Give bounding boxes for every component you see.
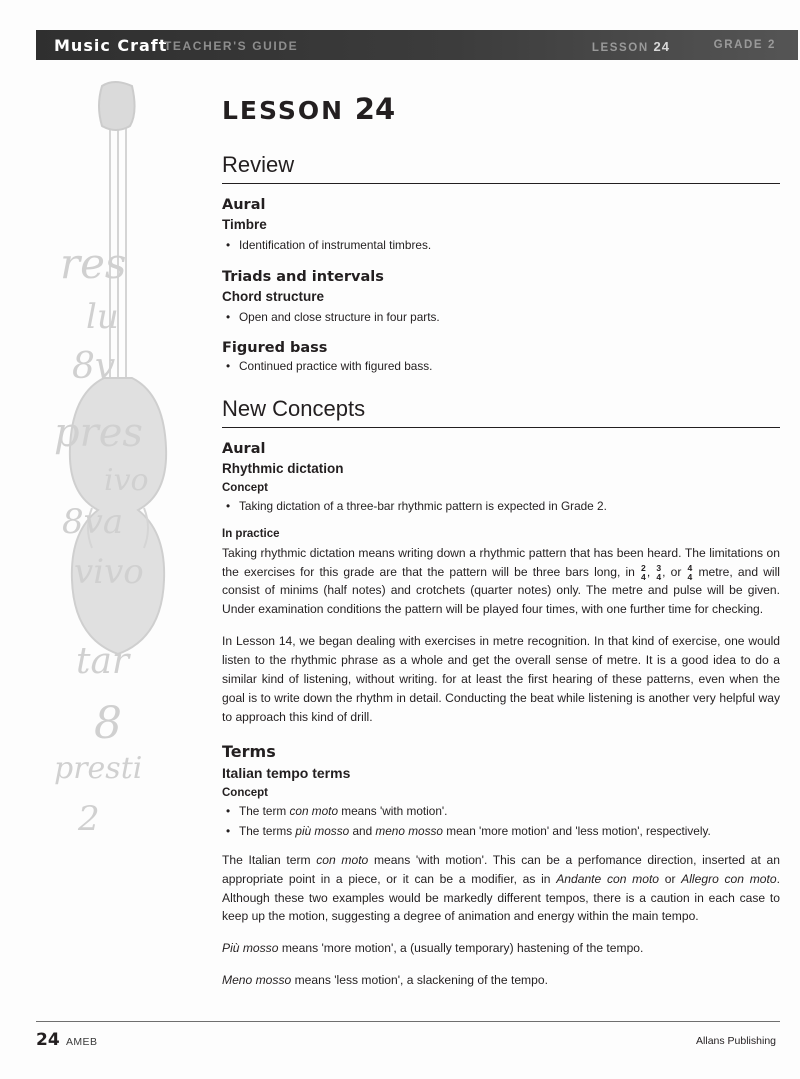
term-allegro-con-moto: Allegro con moto xyxy=(681,871,777,886)
header-grade: GRADE 2 xyxy=(713,39,776,51)
label-in-practice: In practice xyxy=(222,527,280,540)
ts-top: 4 xyxy=(687,562,693,573)
text-fragment: means 'with motion'. This can be a perfomance direction, inserted at an appropriate point in a piece, or it can be a modifier, as in xyxy=(222,852,780,886)
page-number: 24 xyxy=(36,1030,60,1050)
label-concept-terms: Concept xyxy=(222,787,268,800)
section-rule xyxy=(222,427,780,428)
label-concept-rhythmic: Concept xyxy=(222,482,268,495)
subheading-italian-tempo-terms: Italian tempo terms xyxy=(222,765,351,782)
list-item xyxy=(239,803,780,821)
paragraph-in-practice-2: In Lesson 14, we began dealing with exercises in metre recognition. In that kind of exercise, one would listen to the rhythmic phrase as a whole and get the overall sense of metre. It is a good idea to do a similar kind of listening, without writing. for at least the first hearing of these patterns, even when the goal is to write down the rhythm in detail. Conducting the beat while listening is another very helpful way to approach this kind of drill. xyxy=(222,634,780,724)
time-signature-3-4 xyxy=(656,564,661,582)
subheading-aural-new: Aural xyxy=(222,441,266,458)
paragraph-terms-2 xyxy=(222,939,780,958)
violin-illustration-icon xyxy=(52,78,217,978)
list-item: • Identification of instrumental timbres. xyxy=(239,237,780,255)
text-fragment: or xyxy=(659,871,682,886)
list-item: • Continued practice with figured bass. xyxy=(239,358,780,376)
section-heading-new-concepts: New Concepts xyxy=(222,396,366,422)
list-chord-structure xyxy=(222,309,780,327)
list-rhythmic-concept xyxy=(222,498,780,516)
page-title-number: 24 xyxy=(354,92,396,126)
svg-text:pres: pres xyxy=(54,410,143,456)
text-fragment: metre, and will consist of minims (half notes) and crotchets (quarter notes) only. The metre and pulse will be given. Under examination conditions the pattern will be played four times, with one further time for checking. xyxy=(222,564,780,617)
paragraph-terms-3 xyxy=(222,971,780,990)
list-timbre xyxy=(222,237,780,255)
svg-text:ivo: ivo xyxy=(104,463,149,498)
ts-top: 3 xyxy=(656,562,662,573)
paragraph-in-practice-1: Taking rhythmic dictation means writing down a rhythmic pattern that has been heard. The limitations on the exercises for this grade are that the pattern will be three bars long, in 2 4 , 3 4 , or 4 4 metre, and will consist of minims (half notes) and crotchets (quarter notes) only. The metre and pulse will be given. Under examination conditions the pattern will be played four times, with one further time for checking. xyxy=(222,545,780,617)
subheading-triads-and-intervals: Triads and intervals xyxy=(222,268,384,285)
subheading-terms: Terms xyxy=(222,742,276,762)
ts-bottom: 4 xyxy=(687,571,693,582)
list-item: • Taking dictation of a three-bar rhythmic pattern is expected in Grade 2. xyxy=(239,498,780,516)
text-fragment: The Italian term xyxy=(222,852,317,867)
text-fragment: mean 'more motion' and 'less motion', respectively. xyxy=(442,824,711,839)
text-fragment: means 'with motion'. xyxy=(338,804,448,819)
subheading-aural-review: Aural xyxy=(222,197,266,213)
svg-text:2: 2 xyxy=(78,799,100,839)
text-fragment: and xyxy=(349,824,376,839)
svg-text:8: 8 xyxy=(94,698,122,749)
page-title-word: LESSON xyxy=(222,96,345,125)
time-signature-2-4 xyxy=(641,564,646,582)
ts-top: 2 xyxy=(641,562,646,573)
brand-title: Music Craft xyxy=(54,36,168,55)
svg-text:8va: 8va xyxy=(62,502,124,542)
svg-text:tar: tar xyxy=(76,641,130,682)
term-piu-mosso: Più mosso xyxy=(222,941,279,956)
time-signature-4-4 xyxy=(688,564,693,582)
svg-text:vivo: vivo xyxy=(74,552,144,592)
brand-subtitle: TEACHER'S GUIDE xyxy=(164,39,299,53)
term-meno-mosso: meno mosso xyxy=(375,824,443,839)
subheading-timbre: Timbre xyxy=(222,217,267,232)
paragraph-terms-1 xyxy=(222,851,780,926)
svg-text:presti: presti xyxy=(54,751,143,786)
ts-bottom: 4 xyxy=(641,571,646,582)
footer-organisation: AMEB xyxy=(66,1036,98,1048)
footer-divider xyxy=(36,1021,780,1022)
text-fragment: . Although these two examples would be markedly different tempos, there is a caution in each case to keep up the motion, suggesting a degree of animation and energy within the main tempo. xyxy=(222,871,780,924)
svg-text:lu: lu xyxy=(86,297,119,337)
list-tempo-terms xyxy=(222,803,780,840)
term-andante-con-moto: Andante con moto xyxy=(556,871,660,886)
text-fragment: means 'less motion', a slackening of the tempo. xyxy=(291,973,548,988)
subheading-figured-bass: Figured bass xyxy=(222,340,328,357)
text-fragment: Taking rhythmic dictation means writing down a rhythmic pattern that has been heard. The limitations on the exercises for this grade are that the pattern will be three bars long, in xyxy=(222,545,780,579)
header-lesson-label: LESSON xyxy=(591,42,649,54)
term-con-moto: con moto xyxy=(289,804,339,819)
page-header xyxy=(36,30,798,60)
svg-text:res: res xyxy=(60,239,127,288)
subheading-chord-structure: Chord structure xyxy=(222,288,325,304)
list-item: • Open and close structure in four parts. xyxy=(239,309,780,327)
svg-text:8v: 8v xyxy=(72,346,116,387)
text-fragment: The term xyxy=(239,804,290,819)
term-piu-mosso: più mosso xyxy=(295,824,350,839)
list-item xyxy=(239,823,780,841)
text-fragment: The terms xyxy=(239,824,296,839)
text-fragment: , or xyxy=(662,564,687,579)
ts-bottom: 4 xyxy=(656,571,662,582)
section-rule xyxy=(222,183,780,184)
violin-watermark-decoration xyxy=(52,78,217,978)
footer-publisher: Allans Publishing xyxy=(696,1035,776,1047)
text-fragment: means 'more motion', a (usually temporary) hastening of the tempo. xyxy=(278,941,644,956)
section-heading-review: Review xyxy=(222,152,295,177)
header-lesson xyxy=(592,39,670,54)
subheading-rhythmic-dictation: Rhythmic dictation xyxy=(222,461,344,477)
list-figured-bass xyxy=(222,358,780,376)
page-content xyxy=(222,92,780,1003)
term-con-moto: con moto xyxy=(316,852,369,867)
term-meno-mosso: Meno mosso xyxy=(222,973,292,988)
header-lesson-number: 24 xyxy=(653,39,670,54)
page-title xyxy=(222,92,780,126)
